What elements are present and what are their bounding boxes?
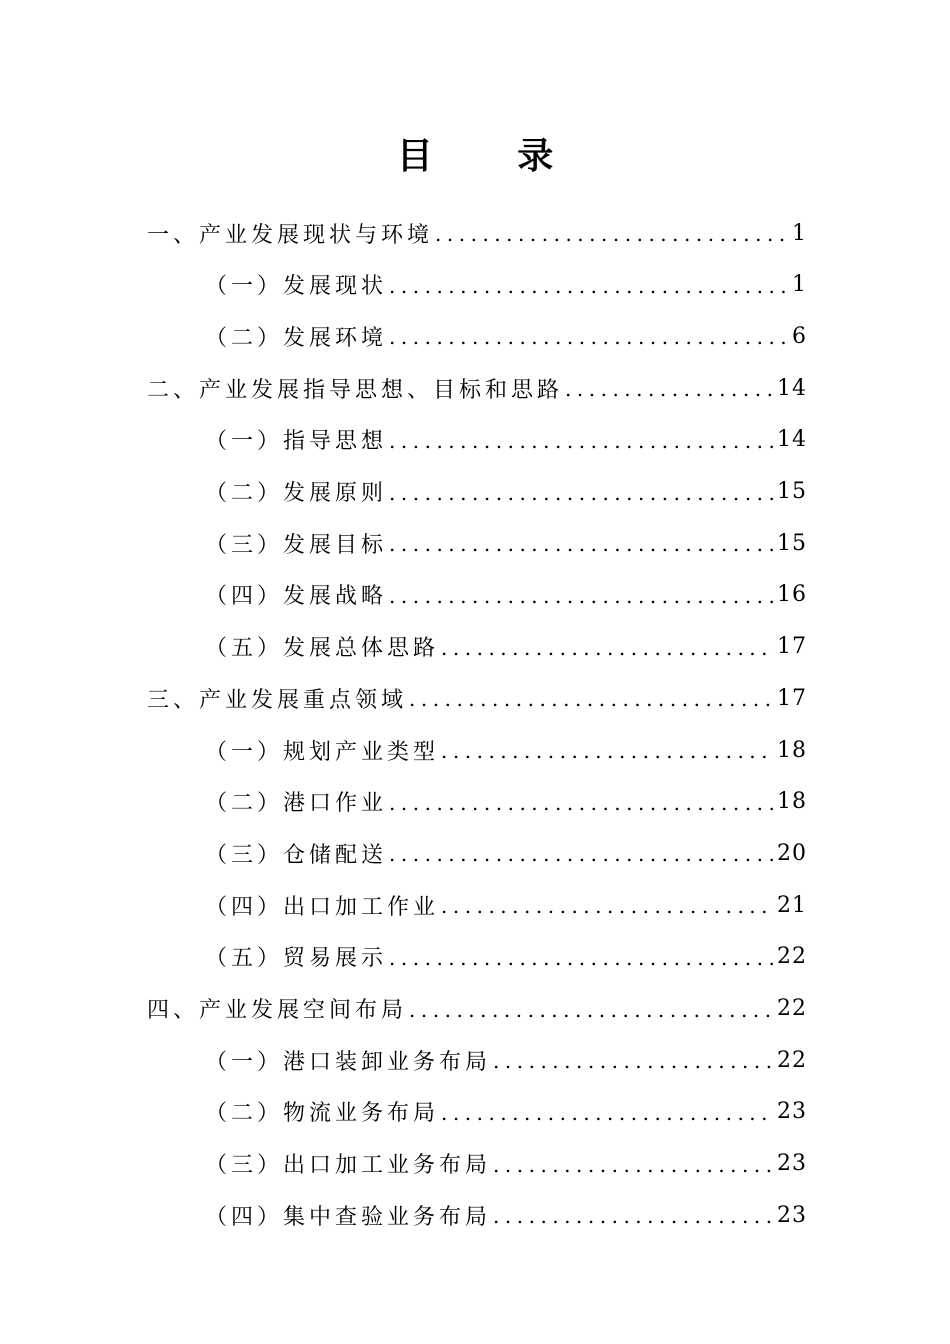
toc-entry-title: （五）发展总体思路 xyxy=(205,636,440,662)
toc-section-entry[interactable] xyxy=(205,260,807,310)
toc-entry-page-number: 22 xyxy=(777,996,807,1021)
toc-entry-page-number: 17 xyxy=(777,634,807,660)
dot-leader xyxy=(493,1149,775,1179)
toc-entry-title: （二）港口作业 xyxy=(205,791,388,817)
toc-entry-title: （三）仓储配送 xyxy=(205,842,388,868)
dot-leader xyxy=(441,735,775,765)
toc-entry-page-number: 1 xyxy=(792,272,807,298)
toc-section-entry[interactable] xyxy=(205,467,807,517)
dot-leader xyxy=(409,683,775,713)
toc-entry-title: （四）发展战略 xyxy=(205,584,388,610)
toc-section-entry[interactable] xyxy=(205,518,807,568)
toc-section-entry[interactable] xyxy=(205,725,807,775)
dot-leader xyxy=(389,942,775,972)
toc-entry-title: 二、产业发展指导思想、目标和思路 xyxy=(147,377,564,403)
toc-entry-title: （一）港口装卸业务布局 xyxy=(205,1049,492,1075)
dot-leader xyxy=(565,373,775,403)
toc-section-entry[interactable] xyxy=(205,932,807,982)
toc-section-entry[interactable] xyxy=(205,415,807,465)
toc-section-entry[interactable] xyxy=(205,570,807,620)
toc-entry-page-number: 23 xyxy=(777,1202,807,1228)
toc-entry-title: （二）发展环境 xyxy=(205,325,388,351)
toc-entry-page-number: 15 xyxy=(777,530,807,556)
toc-chapter-entry[interactable] xyxy=(147,363,807,413)
toc-entry-title: （一）指导思想 xyxy=(205,429,388,455)
toc-entry-page-number: 23 xyxy=(777,1151,807,1177)
dot-leader xyxy=(389,528,775,558)
toc-entry-page-number: 1 xyxy=(792,220,807,246)
toc-entry-title: （四）出口加工作业 xyxy=(205,894,440,920)
toc-entry-title: 三、产业发展重点领域 xyxy=(147,687,408,713)
toc-chapter-entry[interactable] xyxy=(147,984,807,1034)
toc-entry-title: 四、产业发展空间布局 xyxy=(147,998,408,1023)
toc-entry-title: （五）贸易展示 xyxy=(205,946,388,972)
toc-chapter-entry[interactable] xyxy=(147,673,807,723)
toc-section-entry[interactable] xyxy=(205,880,807,930)
toc-section-entry[interactable] xyxy=(205,777,807,827)
dot-leader xyxy=(441,1097,775,1127)
toc-chapter-entry[interactable] xyxy=(147,208,807,258)
toc-entry-title: （三）发展目标 xyxy=(205,532,388,558)
dot-leader xyxy=(441,632,775,662)
dot-leader xyxy=(389,270,790,300)
dot-leader xyxy=(389,838,775,868)
toc-entry-title: （一）发展现状 xyxy=(205,274,388,300)
toc-entry-page-number: 18 xyxy=(777,737,807,763)
toc-entry-page-number: 15 xyxy=(777,479,807,504)
toc-entry-page-number: 14 xyxy=(777,375,807,401)
dot-leader xyxy=(389,580,775,610)
toc-section-entry[interactable] xyxy=(205,311,807,361)
toc-section-entry[interactable] xyxy=(205,1087,807,1137)
toc-entry-page-number: 20 xyxy=(777,840,807,866)
toc-entry-page-number: 18 xyxy=(777,789,807,815)
toc-entry-title: （三）出口加工业务布局 xyxy=(205,1153,492,1179)
toc-section-entry[interactable] xyxy=(205,1139,807,1189)
page-title: 目 录 xyxy=(396,136,590,177)
toc-entry-title: （二）物流业务布局 xyxy=(205,1101,440,1127)
toc-entry-page-number: 23 xyxy=(777,1099,807,1125)
toc-entry-page-number: 14 xyxy=(777,427,807,453)
toc-entry-page-number: 17 xyxy=(777,685,807,711)
dot-leader xyxy=(493,1200,775,1230)
dot-leader xyxy=(493,1045,775,1075)
dot-leader xyxy=(389,425,775,455)
toc-section-entry[interactable] xyxy=(205,1035,807,1085)
toc-entry-title: 一、产业发展现状与环境 xyxy=(147,222,434,248)
dot-leader xyxy=(389,477,775,507)
toc-entry-title: （二）发展原则 xyxy=(205,481,388,506)
dot-leader xyxy=(389,787,775,817)
toc-entry-title: （四）集中查验业务布局 xyxy=(205,1204,492,1230)
dot-leader xyxy=(435,218,790,248)
toc-entry-page-number: 22 xyxy=(777,1047,807,1073)
dot-leader xyxy=(409,994,775,1024)
toc-entry-page-number: 16 xyxy=(777,582,807,608)
toc-entry-page-number: 6 xyxy=(792,323,807,349)
toc-section-entry[interactable] xyxy=(205,1190,807,1240)
dot-leader xyxy=(389,321,790,351)
toc-section-entry[interactable] xyxy=(205,828,807,878)
dot-leader xyxy=(441,890,775,920)
toc-section-entry[interactable] xyxy=(205,622,807,672)
toc-entry-page-number: 21 xyxy=(777,892,807,918)
toc-entry-page-number: 22 xyxy=(777,944,807,970)
toc-entry-title: （一）规划产业类型 xyxy=(205,739,440,765)
